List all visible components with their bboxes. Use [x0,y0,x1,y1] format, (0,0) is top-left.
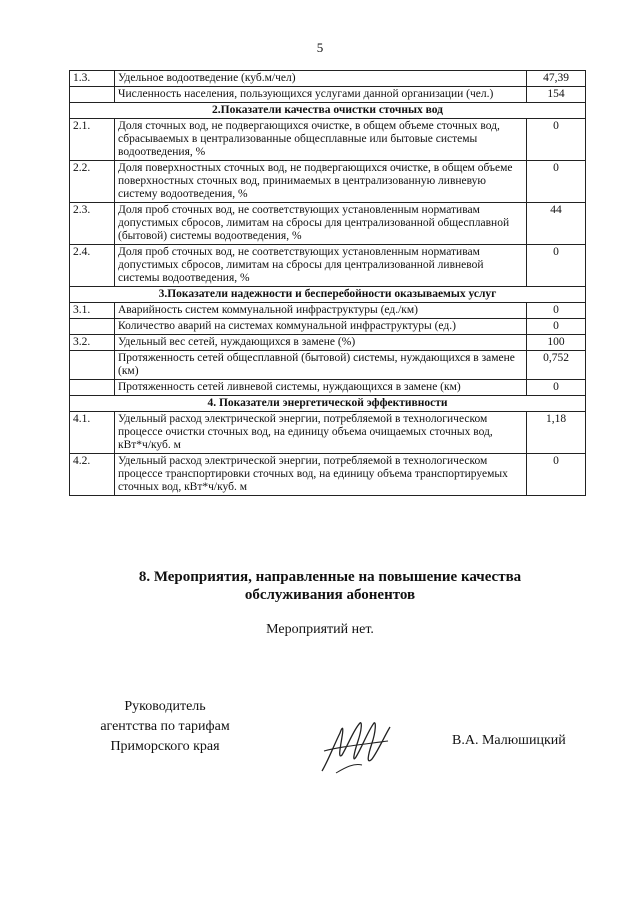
row-number: 3.2. [70,335,115,351]
section-title: 4. Показатели энергетической эффективности [70,396,586,412]
signer-name: В.А. Малюшицкий [452,733,566,748]
indicator-name: Доля сточных вод, не подвергающихся очистке, в общем объеме сточных вод, сбрасываемых в централизованные общесплавные или бытовые системы водоотведения, % [115,119,527,161]
indicator-value: 0 [527,454,586,496]
row-number: 2.4. [70,245,115,287]
indicator-name: Количество аварий на системах коммунальной инфраструктуры (ед.) [115,319,527,335]
indicator-name: Удельный расход электрической энергии, потребляемой в технологическом процессе транспортировки сточных вод, на единицу объема транспортируемых сточных вод, кВт*ч/куб. м [115,454,527,496]
indicator-name: Доля проб сточных вод, не соответствующих установленным нормативам допустимых сбросов, лимитам на сбросы для централизованной ливневой системы водоотведения, % [115,245,527,287]
row-number [70,380,115,396]
indicator-name: Удельный расход электрической энергии, потребляемой в технологическом процессе очистки сточных вод, на единицу объема очищаемых сточных вод, кВт*ч/куб. м [115,412,527,454]
indicator-name: Протяженность сетей ливневой системы, нуждающихся в замене (км) [115,380,527,396]
row-number: 2.3. [70,203,115,245]
table-row [70,203,586,245]
indicator-name: Доля проб сточных вод, не соответствующих установленным нормативам допустимых сбросов, лимитам на сбросы для централизованной общесплавной (бытовой) системы водоотведения, % [115,203,527,245]
table-row [70,303,586,319]
measures-text: Мероприятий нет. [266,622,374,637]
section-header-row [70,396,586,412]
indicator-value: 0 [527,319,586,335]
table-row [70,319,586,335]
indicator-name: Аварийность систем коммунальной инфраструктуры (ед./км) [115,303,527,319]
indicator-value: 0 [527,245,586,287]
indicator-name: Доля поверхностных сточных вод, не подвергающихся очистке, в общем объеме поверхностных сточных вод, принимаемых в централизованную ливневую систему водоотведения, % [115,161,527,203]
section-title: 3.Показатели надежности и бесперебойности оказываемых услуг [70,287,586,303]
table-row [70,454,586,496]
table-row [70,351,586,380]
row-number [70,351,115,380]
row-number [70,319,115,335]
table-row [70,161,586,203]
row-number: 4.1. [70,412,115,454]
section-title: 2.Показатели качества очистки сточных вод [70,103,586,119]
signer-position-line: агентства по тарифам [100,719,230,734]
indicator-value: 0 [527,119,586,161]
row-number: 2.2. [70,161,115,203]
table-row [70,71,586,87]
indicator-value: 0 [527,303,586,319]
indicator-name: Протяженность сетей общесплавной (бытовой) системы, нуждающихся в замене (км) [115,351,527,380]
row-number: 4.2. [70,454,115,496]
indicators-table [69,70,586,496]
indicator-value: 0 [527,161,586,203]
indicator-value: 0,752 [527,351,586,380]
indicator-value: 0 [527,380,586,396]
table-row [70,412,586,454]
row-number: 2.1. [70,119,115,161]
indicator-value: 47,39 [527,71,586,87]
handwritten-signature [318,715,398,777]
indicator-name: Удельное водоотведение (куб.м/чел) [115,71,527,87]
signer-position [55,697,275,757]
indicator-value: 44 [527,203,586,245]
measures-heading: 8. Мероприятия, направленные на повышение качества обслуживания абонентов [138,569,522,603]
page-number: 5 [316,40,324,55]
table-row [70,245,586,287]
signer-position-line: Руководитель [124,699,206,714]
indicator-value: 100 [527,335,586,351]
table-row [70,87,586,103]
section-header-row [70,287,586,303]
signer-position-line: Приморского края [110,739,220,754]
indicator-value: 1,18 [527,412,586,454]
section-header-row [70,103,586,119]
row-number: 1.3. [70,71,115,87]
indicator-name: Численность населения, пользующихся услугами данной организации (чел.) [115,87,527,103]
indicator-name: Удельный вес сетей, нуждающихся в замене (%) [115,335,527,351]
indicator-value: 154 [527,87,586,103]
row-number [70,87,115,103]
table-row [70,380,586,396]
table-row [70,335,586,351]
row-number: 3.1. [70,303,115,319]
table-row [70,119,586,161]
